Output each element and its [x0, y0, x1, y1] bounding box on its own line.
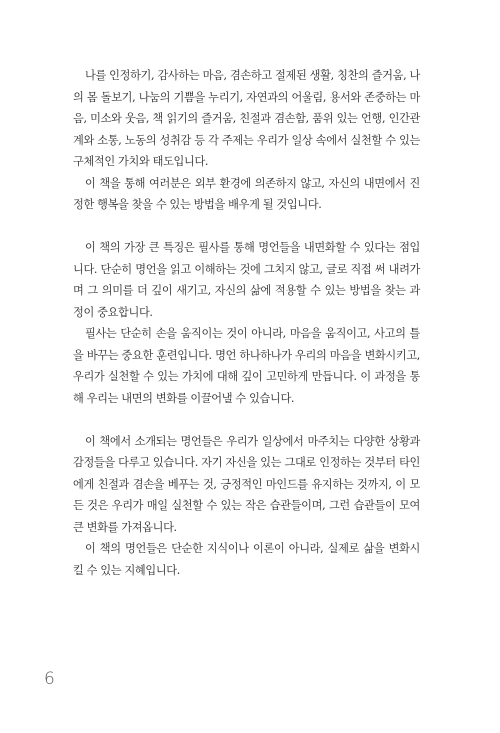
paragraph: 이 책의 가장 큰 특징은 필사를 통해 명언들을 내면화할 수 있다는 점입니다. 단순히 명언을 읽고 이해하는 것에 그치지 않고, 글로 직접 써 내려가며 그 의미를 더 깊이 새기고, 자신의 삶에 적용할 수 있는 방법을 찾는 과정이 중요합니다.: [73, 241, 420, 319]
text-section-3: [73, 431, 420, 582]
text-section-2: [73, 237, 420, 409]
body-text: [73, 65, 420, 581]
paragraph: 필사는 단순히 손을 움직이는 것이 아니라, 마음을 움직이고, 사고의 틀을 바꾸는 중요한 훈련입니다. 명언 하나하나가 우리의 마음을 변화시키고, 우리가 실천할 수 있는 가치에 대해 깊이 고민하게 만듭니다. 이 과정을 통해 우리는 내면의 변화를 이끌어낼 수 있습니다.: [73, 327, 420, 405]
paragraph: 이 책에서 소개되는 명언들은 우리가 일상에서 마주치는 다양한 상황과 감정들을 다루고 있습니다. 자기 자신을 있는 그대로 인정하는 것부터 타인에게 친절과 겸손을 베푸는 것, 긍정적인 마인드를 유지하는 것까지, 이 모든 것은 우리가 매일 실천할 수 있는 작은 습관들이며, 그런 습관들이 모여 큰 변화를 가져옵니다.: [73, 434, 420, 534]
paragraph: 이 책을 통해 여러분은 외부 환경에 의존하지 않고, 자신의 내면에서 진정한 행복을 찾을 수 있는 방법을 배우게 될 것입니다.: [73, 176, 420, 211]
text-section-1: [73, 65, 420, 216]
paragraph: 이 책의 명언들은 단순한 지식이나 이론이 아니라, 실제로 삶을 변화시킬 수 있는 지혜입니다.: [73, 542, 420, 577]
page-number: 6: [44, 669, 55, 689]
paragraph: 나를 인정하기, 감사하는 마음, 겸손하고 절제된 생활, 칭찬의 즐거움, 나의 몸 돌보기, 나눔의 기쁨을 누리기, 자연과의 어울림, 용서와 존중하는 마음, 미소와 웃음, 책 읽기의 즐거움, 친절과 겸손함, 품위 있는 언행, 인간관계와 소통, 노동의 성취감 등 각 주제는 우리가 일상 속에서 실천할 수 있는 구체적인 가치와 태도입니다.: [73, 69, 420, 168]
